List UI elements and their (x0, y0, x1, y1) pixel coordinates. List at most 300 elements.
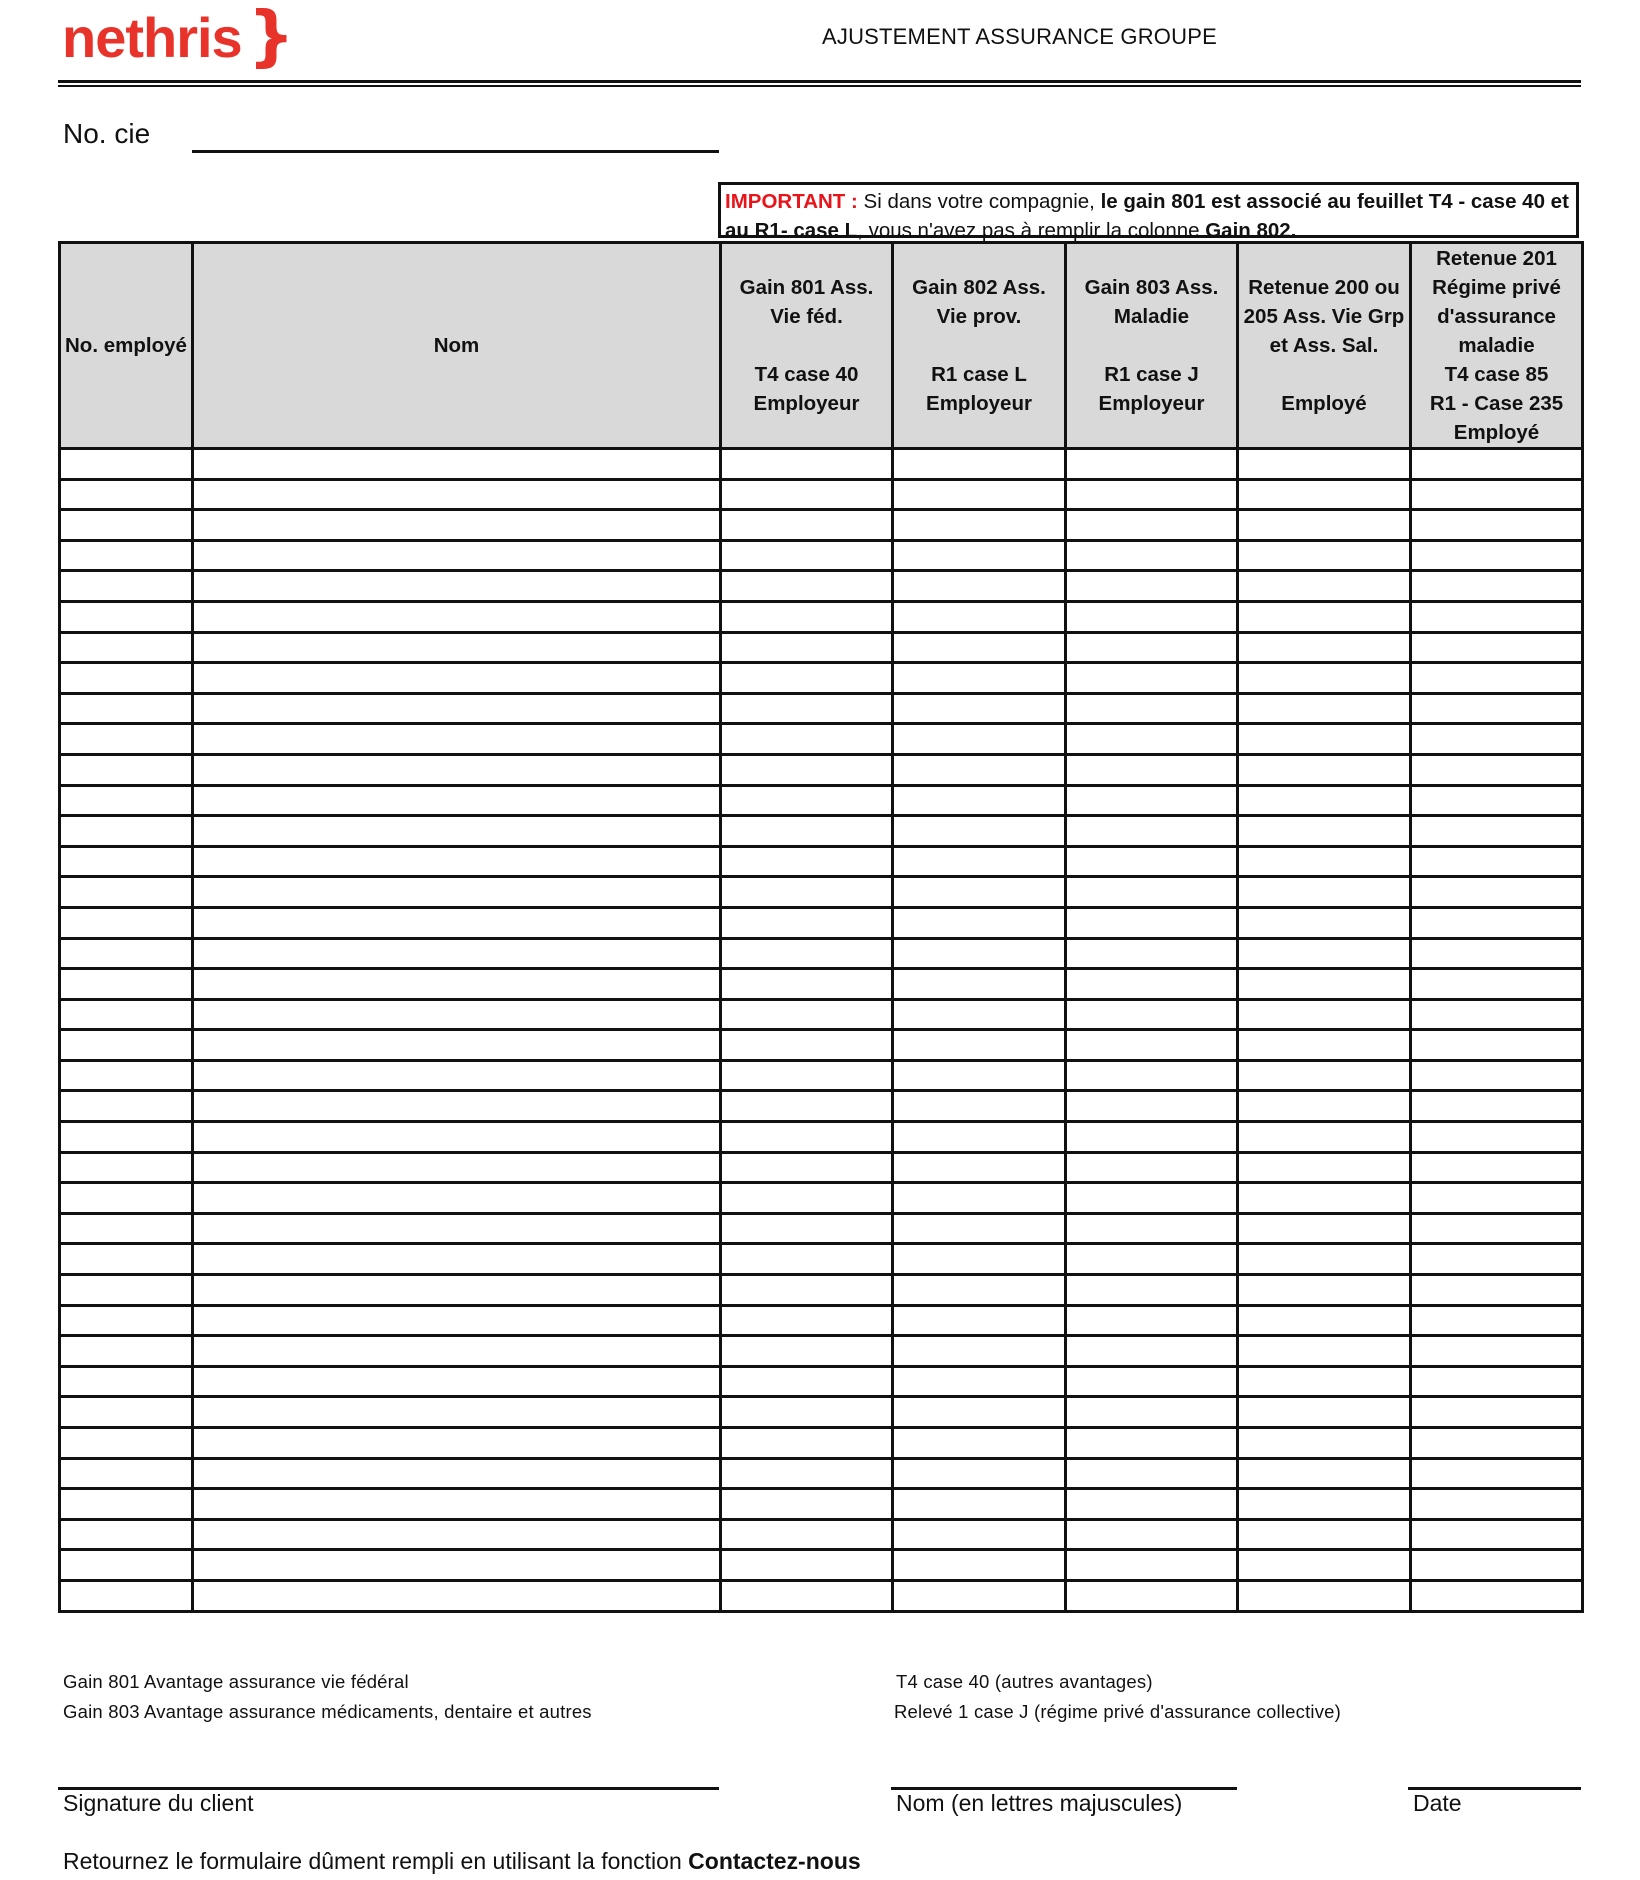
table-cell[interactable] (1066, 632, 1238, 663)
table-cell[interactable] (1238, 1305, 1411, 1336)
table-cell[interactable] (721, 1580, 893, 1611)
table-cell[interactable] (60, 846, 193, 877)
table-cell[interactable] (721, 938, 893, 969)
important-bold-1: le gain 801 est associé au feuillet T4 - case 40 et au R1- case L (725, 190, 1569, 242)
company-number-field[interactable] (192, 150, 719, 153)
table-cell[interactable] (893, 1336, 1066, 1367)
table-cell[interactable] (893, 1275, 1066, 1306)
table-cell[interactable] (1238, 1183, 1411, 1214)
table-row (60, 785, 1583, 816)
header-retenue-201: Retenue 201 Régime privé d'assurance maladie T4 case 85 R1 - Case 235 Employé (1411, 243, 1583, 449)
table-cell[interactable] (60, 938, 193, 969)
table-cell[interactable] (721, 1397, 893, 1428)
table-cell[interactable] (721, 1030, 893, 1061)
table-cell[interactable] (721, 846, 893, 877)
table-cell[interactable] (193, 1519, 721, 1550)
table-cell[interactable] (60, 1489, 193, 1520)
table-cell[interactable] (193, 1213, 721, 1244)
table-cell[interactable] (60, 1550, 193, 1581)
table-row (60, 449, 1583, 480)
table-cell[interactable] (721, 1336, 893, 1367)
table-cell[interactable] (1411, 969, 1583, 1000)
table-cell[interactable] (721, 816, 893, 847)
table-cell[interactable] (60, 601, 193, 632)
table-cell[interactable] (893, 479, 1066, 510)
table-cell[interactable] (60, 1030, 193, 1061)
table-cell[interactable] (1411, 632, 1583, 663)
table-cell[interactable] (1238, 1580, 1411, 1611)
table-cell[interactable] (1238, 1091, 1411, 1122)
important-label: IMPORTANT : (725, 190, 858, 213)
table-row (60, 1550, 1583, 1581)
table-cell[interactable] (60, 1183, 193, 1214)
table-cell[interactable] (60, 724, 193, 755)
table-cell[interactable] (1238, 1489, 1411, 1520)
table-cell[interactable] (893, 846, 1066, 877)
table-cell[interactable] (193, 846, 721, 877)
table-cell[interactable] (1066, 1305, 1238, 1336)
table-cell[interactable] (893, 1060, 1066, 1091)
table-cell[interactable] (1238, 1275, 1411, 1306)
table-cell[interactable] (1238, 724, 1411, 755)
table-cell[interactable] (1411, 510, 1583, 541)
table-cell[interactable] (721, 969, 893, 1000)
table-cell[interactable] (721, 540, 893, 571)
table-cell[interactable] (193, 632, 721, 663)
table-cell[interactable] (1238, 846, 1411, 877)
table-cell[interactable] (1238, 479, 1411, 510)
table-row (60, 1213, 1583, 1244)
table-cell[interactable] (60, 540, 193, 571)
table-row (60, 754, 1583, 785)
table-cell[interactable] (721, 907, 893, 938)
table-cell[interactable] (1238, 1030, 1411, 1061)
table-cell[interactable] (1411, 938, 1583, 969)
table-cell[interactable] (1066, 1275, 1238, 1306)
table-cell[interactable] (60, 1428, 193, 1459)
name-uppercase-label: Nom (en lettres majuscules) (896, 1790, 1183, 1816)
table-cell[interactable] (1411, 1336, 1583, 1367)
table-cell[interactable] (1411, 1030, 1583, 1061)
table-cell[interactable] (1411, 846, 1583, 877)
table-cell[interactable] (1411, 1152, 1583, 1183)
table-cell[interactable] (60, 1122, 193, 1153)
table-cell[interactable] (1066, 1489, 1238, 1520)
table-cell[interactable] (193, 601, 721, 632)
table-cell[interactable] (1411, 1366, 1583, 1397)
table-row (60, 1152, 1583, 1183)
table-cell[interactable] (893, 540, 1066, 571)
table-cell[interactable] (60, 1060, 193, 1091)
table-cell[interactable] (1238, 1152, 1411, 1183)
table-cell[interactable] (893, 785, 1066, 816)
table-cell[interactable] (1238, 1428, 1411, 1459)
table-cell[interactable] (893, 1244, 1066, 1275)
table-cell[interactable] (893, 1550, 1066, 1581)
table-row (60, 724, 1583, 755)
table-cell[interactable] (1411, 1122, 1583, 1153)
table-cell[interactable] (721, 1213, 893, 1244)
table-cell[interactable] (893, 1519, 1066, 1550)
table-cell[interactable] (1238, 877, 1411, 908)
table-cell[interactable] (1066, 785, 1238, 816)
table-cell[interactable] (1411, 1275, 1583, 1306)
table-cell[interactable] (193, 877, 721, 908)
table-cell[interactable] (721, 1458, 893, 1489)
table-cell[interactable] (721, 1519, 893, 1550)
table-cell[interactable] (893, 1122, 1066, 1153)
table-cell[interactable] (1066, 969, 1238, 1000)
table-cell[interactable] (1238, 571, 1411, 602)
table-cell[interactable] (1238, 1336, 1411, 1367)
table-cell[interactable] (1066, 846, 1238, 877)
table-cell[interactable] (1066, 1366, 1238, 1397)
table-cell[interactable] (721, 1550, 893, 1581)
table-cell[interactable] (193, 540, 721, 571)
table-cell[interactable] (1238, 754, 1411, 785)
table-cell[interactable] (893, 601, 1066, 632)
table-cell[interactable] (1066, 479, 1238, 510)
table-cell[interactable] (60, 1305, 193, 1336)
table-cell[interactable] (60, 510, 193, 541)
table-cell[interactable] (60, 1244, 193, 1275)
table-cell[interactable] (1411, 1580, 1583, 1611)
table-row (60, 1060, 1583, 1091)
table-cell[interactable] (893, 754, 1066, 785)
table-cell[interactable] (60, 1275, 193, 1306)
table-cell[interactable] (721, 1366, 893, 1397)
return-instructions-text: Retournez le formulaire dûment rempli en utilisant la fonction (63, 1848, 689, 1874)
table-cell[interactable] (1066, 1060, 1238, 1091)
table-cell[interactable] (721, 1489, 893, 1520)
table-cell[interactable] (721, 1152, 893, 1183)
table-cell[interactable] (60, 969, 193, 1000)
table-cell[interactable] (721, 999, 893, 1030)
table-cell[interactable] (1238, 1244, 1411, 1275)
table-cell[interactable] (1066, 1213, 1238, 1244)
table-cell[interactable] (1066, 1458, 1238, 1489)
table-cell[interactable] (1238, 1458, 1411, 1489)
table-cell[interactable] (1411, 693, 1583, 724)
table-cell[interactable] (1411, 1213, 1583, 1244)
table-cell[interactable] (721, 632, 893, 663)
table-cell[interactable] (1066, 1183, 1238, 1214)
table-cell[interactable] (60, 1519, 193, 1550)
table-cell[interactable] (60, 449, 193, 480)
table-cell[interactable] (721, 877, 893, 908)
table-cell[interactable] (1238, 999, 1411, 1030)
client-signature-label: Signature du client (63, 1790, 254, 1816)
table-cell[interactable] (193, 1244, 721, 1275)
table-cell[interactable] (721, 1091, 893, 1122)
table-cell[interactable] (893, 693, 1066, 724)
header-rule-bottom (58, 85, 1581, 87)
table-cell[interactable] (893, 1428, 1066, 1459)
table-row (60, 816, 1583, 847)
table-row (60, 693, 1583, 724)
table-cell[interactable] (1066, 693, 1238, 724)
table-cell[interactable] (1238, 693, 1411, 724)
table-cell[interactable] (60, 785, 193, 816)
table-cell[interactable] (1066, 938, 1238, 969)
table-row (60, 479, 1583, 510)
table-cell[interactable] (721, 693, 893, 724)
table-cell[interactable] (721, 724, 893, 755)
table-cell[interactable] (1238, 632, 1411, 663)
table-cell[interactable] (1411, 1458, 1583, 1489)
table-cell[interactable] (1238, 969, 1411, 1000)
table-cell[interactable] (1066, 540, 1238, 571)
table-row (60, 540, 1583, 571)
table-cell[interactable] (721, 754, 893, 785)
table-cell[interactable] (893, 1030, 1066, 1061)
table-cell[interactable] (1238, 601, 1411, 632)
table-cell[interactable] (60, 632, 193, 663)
table-cell[interactable] (1066, 1336, 1238, 1367)
table-row (60, 1580, 1583, 1611)
contact-us-link[interactable]: Contactez-nous (688, 1848, 861, 1874)
table-cell[interactable] (193, 1030, 721, 1061)
table-cell[interactable] (193, 1580, 721, 1611)
adjustment-table (58, 241, 1584, 1613)
table-cell[interactable] (60, 877, 193, 908)
table-cell[interactable] (60, 479, 193, 510)
table-cell[interactable] (721, 1060, 893, 1091)
table-cell[interactable] (1411, 663, 1583, 694)
table-cell[interactable] (1411, 1183, 1583, 1214)
table-cell[interactable] (721, 785, 893, 816)
table-cell[interactable] (60, 1091, 193, 1122)
table-cell[interactable] (193, 1458, 721, 1489)
table-cell[interactable] (893, 724, 1066, 755)
table-cell[interactable] (1238, 1213, 1411, 1244)
table-cell[interactable] (1411, 540, 1583, 571)
table-cell[interactable] (193, 724, 721, 755)
table-cell[interactable] (721, 571, 893, 602)
table-cell[interactable] (1238, 1519, 1411, 1550)
table-cell[interactable] (1066, 1152, 1238, 1183)
table-cell[interactable] (1066, 1428, 1238, 1459)
logo-wordmark: nethris (62, 6, 242, 69)
table-cell[interactable] (1066, 1091, 1238, 1122)
table-cell[interactable] (893, 1152, 1066, 1183)
table-cell[interactable] (1411, 1489, 1583, 1520)
table-cell[interactable] (1238, 449, 1411, 480)
table-cell[interactable] (1411, 1091, 1583, 1122)
table-cell[interactable] (193, 510, 721, 541)
table-cell[interactable] (1411, 877, 1583, 908)
table-cell[interactable] (1411, 1428, 1583, 1459)
table-cell[interactable] (193, 1305, 721, 1336)
table-row (60, 1275, 1583, 1306)
table-cell[interactable] (1066, 877, 1238, 908)
table-cell[interactable] (1066, 1122, 1238, 1153)
table-cell[interactable] (1238, 1550, 1411, 1581)
table-cell[interactable] (1066, 1580, 1238, 1611)
table-cell[interactable] (1066, 1519, 1238, 1550)
table-cell[interactable] (1238, 663, 1411, 694)
table-cell[interactable] (893, 632, 1066, 663)
table-cell[interactable] (193, 1275, 721, 1306)
table-cell[interactable] (1238, 1122, 1411, 1153)
table-row (60, 632, 1583, 663)
table-cell[interactable] (721, 1244, 893, 1275)
table-cell[interactable] (721, 479, 893, 510)
table-cell[interactable] (1411, 571, 1583, 602)
table-cell[interactable] (1411, 724, 1583, 755)
table-cell[interactable] (1238, 1366, 1411, 1397)
table-cell[interactable] (1411, 754, 1583, 785)
table-cell[interactable] (1411, 999, 1583, 1030)
table-cell[interactable] (1411, 601, 1583, 632)
table-cell[interactable] (60, 1152, 193, 1183)
table-cell[interactable] (193, 969, 721, 1000)
table-cell[interactable] (1411, 1519, 1583, 1550)
table-cell[interactable] (60, 571, 193, 602)
table-cell[interactable] (721, 663, 893, 694)
table-cell[interactable] (1238, 1397, 1411, 1428)
table-cell[interactable] (893, 449, 1066, 480)
table-cell[interactable] (193, 785, 721, 816)
table-cell[interactable] (721, 449, 893, 480)
table-cell[interactable] (721, 1122, 893, 1153)
table-cell[interactable] (193, 449, 721, 480)
table-cell[interactable] (721, 601, 893, 632)
table-cell[interactable] (893, 969, 1066, 1000)
table-cell[interactable] (1238, 907, 1411, 938)
table-cell[interactable] (893, 663, 1066, 694)
table-cell[interactable] (721, 1183, 893, 1214)
table-cell[interactable] (1066, 1244, 1238, 1275)
table-cell[interactable] (1066, 449, 1238, 480)
table-cell[interactable] (893, 1183, 1066, 1214)
table-row (60, 1489, 1583, 1520)
table-cell[interactable] (60, 1397, 193, 1428)
company-number-label: No. cie (63, 118, 151, 149)
table-cell[interactable] (1066, 663, 1238, 694)
table-cell[interactable] (1238, 785, 1411, 816)
table-cell[interactable] (893, 1091, 1066, 1122)
table-cell[interactable] (193, 1091, 721, 1122)
table-cell[interactable] (1411, 1244, 1583, 1275)
table-cell[interactable] (193, 1183, 721, 1214)
table-cell[interactable] (721, 1428, 893, 1459)
table-cell[interactable] (1066, 1030, 1238, 1061)
table-cell[interactable] (193, 1489, 721, 1520)
table-cell[interactable] (60, 1213, 193, 1244)
table-cell[interactable] (1066, 1397, 1238, 1428)
table-cell[interactable] (893, 938, 1066, 969)
table-cell[interactable] (60, 1580, 193, 1611)
table-cell[interactable] (60, 693, 193, 724)
table-cell[interactable] (893, 1580, 1066, 1611)
table-cell[interactable] (193, 816, 721, 847)
table-cell[interactable] (893, 1489, 1066, 1520)
table-cell[interactable] (1411, 1060, 1583, 1091)
table-cell[interactable] (1411, 785, 1583, 816)
table-cell[interactable] (193, 693, 721, 724)
table-cell[interactable] (1411, 816, 1583, 847)
table-cell[interactable] (193, 1366, 721, 1397)
table-cell[interactable] (1238, 938, 1411, 969)
table-cell[interactable] (1066, 571, 1238, 602)
table-cell[interactable] (193, 1122, 721, 1153)
table-cell[interactable] (60, 816, 193, 847)
table-cell[interactable] (1411, 449, 1583, 480)
table-cell[interactable] (893, 907, 1066, 938)
footnote-releve-1-case-j: Relevé 1 case J (régime privé d'assurance collective) (894, 1701, 1342, 1722)
table-cell[interactable] (193, 1336, 721, 1367)
table-cell[interactable] (60, 999, 193, 1030)
table-cell[interactable] (1066, 724, 1238, 755)
table-cell[interactable] (893, 999, 1066, 1030)
table-cell[interactable] (893, 1366, 1066, 1397)
table-cell[interactable] (893, 1213, 1066, 1244)
table-cell[interactable] (1066, 816, 1238, 847)
table-cell[interactable] (193, 1428, 721, 1459)
table-row (60, 969, 1583, 1000)
table-cell[interactable] (721, 510, 893, 541)
table-cell[interactable] (721, 1305, 893, 1336)
header-rule-top (58, 80, 1581, 83)
table-cell[interactable] (193, 938, 721, 969)
table-cell[interactable] (193, 999, 721, 1030)
table-cell[interactable] (1411, 479, 1583, 510)
table-cell[interactable] (60, 754, 193, 785)
table-cell[interactable] (193, 571, 721, 602)
table-cell[interactable] (1066, 907, 1238, 938)
table-cell[interactable] (193, 907, 721, 938)
table-cell[interactable] (193, 663, 721, 694)
table-cell[interactable] (1066, 510, 1238, 541)
table-header-row (60, 243, 1583, 449)
table-cell[interactable] (893, 816, 1066, 847)
table-cell[interactable] (1066, 601, 1238, 632)
table-cell[interactable] (60, 907, 193, 938)
table-cell[interactable] (1238, 816, 1411, 847)
table-cell[interactable] (893, 877, 1066, 908)
table-cell[interactable] (1411, 1550, 1583, 1581)
table-cell[interactable] (193, 1060, 721, 1091)
table-cell[interactable] (1238, 1060, 1411, 1091)
table-cell[interactable] (1411, 1305, 1583, 1336)
table-cell[interactable] (1411, 907, 1583, 938)
table-cell[interactable] (1238, 540, 1411, 571)
table-cell[interactable] (893, 1397, 1066, 1428)
table-cell[interactable] (193, 1152, 721, 1183)
table-cell[interactable] (60, 1366, 193, 1397)
table-cell[interactable] (193, 1550, 721, 1581)
footnote-t4-case-40: T4 case 40 (autres avantages) (896, 1671, 1153, 1692)
table-cell[interactable] (193, 754, 721, 785)
table-cell[interactable] (893, 510, 1066, 541)
table-cell[interactable] (721, 1275, 893, 1306)
table-cell[interactable] (60, 1458, 193, 1489)
table-cell[interactable] (60, 1336, 193, 1367)
table-cell[interactable] (1066, 1550, 1238, 1581)
table-cell[interactable] (60, 663, 193, 694)
table-cell[interactable] (893, 1458, 1066, 1489)
table-cell[interactable] (1066, 754, 1238, 785)
table-cell[interactable] (893, 571, 1066, 602)
table-cell[interactable] (1238, 510, 1411, 541)
table-cell[interactable] (193, 1397, 721, 1428)
important-text-1: Si dans votre compagnie, (857, 190, 1101, 213)
table-cell[interactable] (193, 479, 721, 510)
table-cell[interactable] (1411, 1397, 1583, 1428)
table-cell[interactable] (1066, 999, 1238, 1030)
table-cell[interactable] (893, 1305, 1066, 1336)
